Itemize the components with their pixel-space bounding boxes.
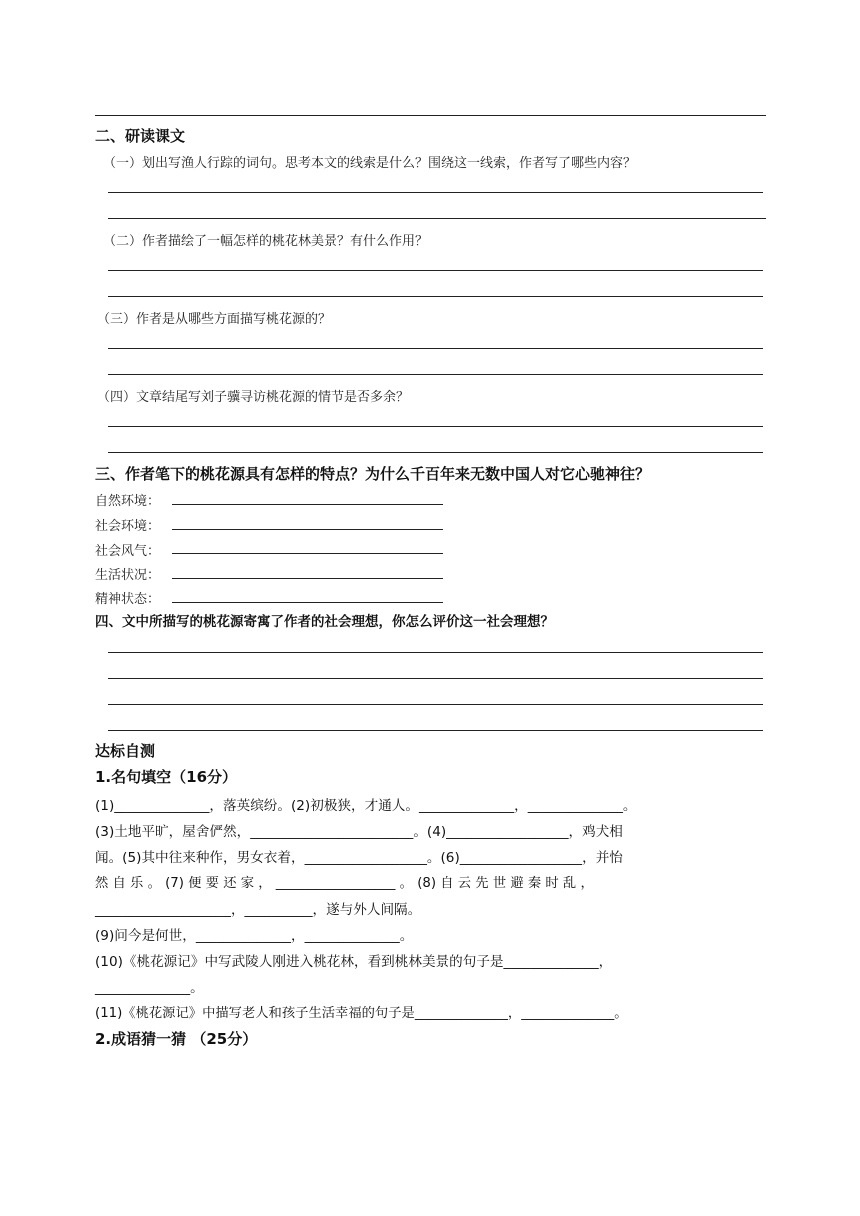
fill-sentence-6: (9)问今是何世，______________，______________。 <box>95 928 414 944</box>
answer-line <box>108 374 763 375</box>
section2-title: 二、研读课文 <box>95 127 186 145</box>
section3-title: 三、作者笔下的桃花源具有怎样的特点？为什么千百年来无数中国人对它心驰神往？ <box>95 465 651 483</box>
question-1: （一）划出写渔人行踪的词句。思考本文的线索是什么？围绕这一线索，作者写了哪些内容？ <box>103 156 637 171</box>
fill-line <box>172 553 443 554</box>
section4-title: 四、文中所描写的桃花源寄寓了作者的社会理想，你怎么评价这一社会理想？ <box>95 614 554 630</box>
question-4: （四）文章结尾写刘子骥寻访桃花源的情节是否多余？ <box>97 390 410 405</box>
field-social-mood: 社会风气： <box>95 544 161 559</box>
answer-line <box>108 730 763 731</box>
answer-line <box>108 426 763 427</box>
field-social-env: 社会环境： <box>95 519 161 534</box>
question-3: （三）作者是从哪些方面描写桃花源的？ <box>97 312 332 327</box>
field-living: 生活状况： <box>95 568 161 583</box>
fill-sentence-9: (11)《桃花源记》中描写老人和孩子生活幸福的句子是______________，______________。 <box>95 1006 628 1021</box>
answer-line <box>108 704 763 705</box>
question-2: （二）作者描绘了一幅怎样的桃花林美景？有什么作用？ <box>103 234 429 249</box>
fill-sentence-3: 闻。(5)其中往来种作，男女衣着，__________________。(6)__________________，并怡 <box>95 850 623 866</box>
answer-line <box>108 452 763 453</box>
top-divider <box>95 115 766 116</box>
answer-line <box>108 348 763 349</box>
field-spirit: 精神状态： <box>95 592 161 607</box>
answer-line <box>108 652 763 653</box>
fill-sentence-1: (1)______________，落英缤纷。(2)初极狭，才通人。______________，______________。 <box>95 798 637 814</box>
field-natural-env: 自然环境： <box>95 494 161 509</box>
fill-line <box>172 602 443 603</box>
fill-sentence-8: ______________。 <box>95 980 204 996</box>
answer-line <box>108 296 763 297</box>
fill-line <box>172 529 443 530</box>
answer-line <box>108 270 763 271</box>
test-q2-title: 2.成语猜一猜 （25分） <box>95 1030 258 1048</box>
answer-line <box>108 192 763 193</box>
test-q1-title: 1.名句填空（16分） <box>95 768 238 786</box>
fill-line <box>172 578 443 579</box>
fill-sentence-2: (3)土地平旷，屋舍俨然，________________________。(4)__________________，鸡犬相 <box>95 824 623 840</box>
fill-sentence-5: ____________________，__________，遂与外人间隔。 <box>95 902 422 918</box>
answer-line <box>108 678 763 679</box>
fill-sentence-7: (10)《桃花源记》中写武陵人刚进入桃花林，看到桃林美景的句子是______________， <box>95 954 613 970</box>
test-title: 达标自测 <box>95 742 156 760</box>
answer-line <box>108 218 766 219</box>
fill-line <box>172 504 443 505</box>
fill-sentence-4: 然 自 乐 。 (7) 便 要 还 家 ， __________________ 。 (8) 自 云 先 世 避 秦 时 乱 ， <box>95 876 594 891</box>
